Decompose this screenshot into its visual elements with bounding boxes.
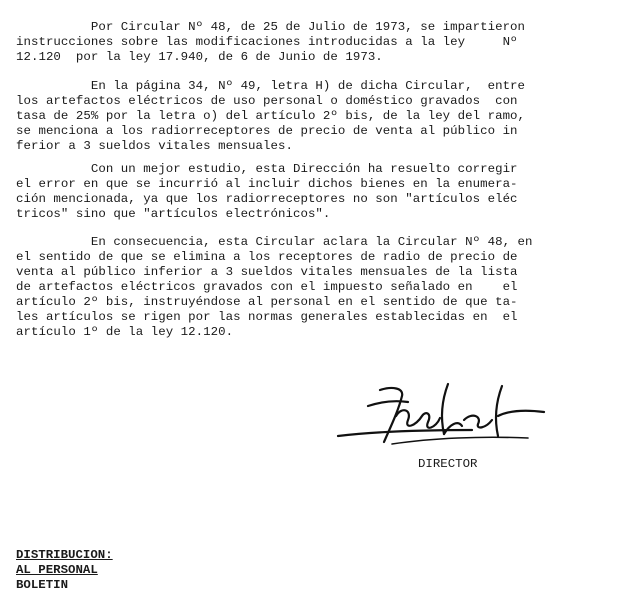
body-line: ferior a 3 sueldos vitales mensuales. (16, 139, 293, 153)
body-line: artículo 2º bis, instruyéndose al personal en el sentido de que ta- (16, 295, 518, 309)
distribution-item: BOLETIN (16, 578, 69, 592)
body-line: artículo 1º de la ley 12.120. (16, 325, 234, 339)
body-line: venta al público inferior a 3 sueldos vitales mensuales de la lista (16, 265, 518, 279)
body-line: En consecuencia, esta Circular aclara la Circular Nº 48, en (16, 235, 533, 249)
body-line: ción mencionada, ya que los radiorreceptores no son "artículos eléc (16, 192, 518, 206)
distribution-item: AL PERSONAL (16, 563, 98, 577)
body-line: el error en que se incurrió al incluir dichos bienes en la enumera- (16, 177, 518, 191)
distribution-heading: DISTRIBUCION: (16, 548, 113, 562)
handwritten-signature (332, 376, 562, 456)
signer-title: DIRECTOR (418, 457, 478, 471)
body-line: Por Circular Nº 48, de 25 de Julio de 1973, se impartieron (16, 20, 526, 34)
body-line: de artefactos eléctricos gravados con el impuesto señalado en el (16, 280, 518, 294)
body-line: Con un mejor estudio, esta Dirección ha resuelto corregir (16, 162, 518, 176)
body-line: el sentido de que se elimina a los receptores de radio de precio de (16, 250, 518, 264)
body-line: 12.120 por la ley 17.940, de 6 de Junio de 1973. (16, 50, 383, 64)
body-line: les artículos se rigen por las normas generales establecidas en el (16, 310, 518, 324)
body-line: se menciona a los radiorreceptores de precio de venta al público in (16, 124, 518, 138)
body-line: En la página 34, Nº 49, letra H) de dicha Circular, entre (16, 79, 526, 93)
body-line: tricos" sino que "artículos electrónicos". (16, 207, 331, 221)
body-line: los artefactos eléctricos de uso personal o doméstico gravados con (16, 94, 518, 108)
body-line: instrucciones sobre las modificaciones introducidas a la ley Nº (16, 35, 518, 49)
body-line: tasa de 25% por la letra o) del artículo 2º bis, de la ley del ramo, (16, 109, 526, 123)
